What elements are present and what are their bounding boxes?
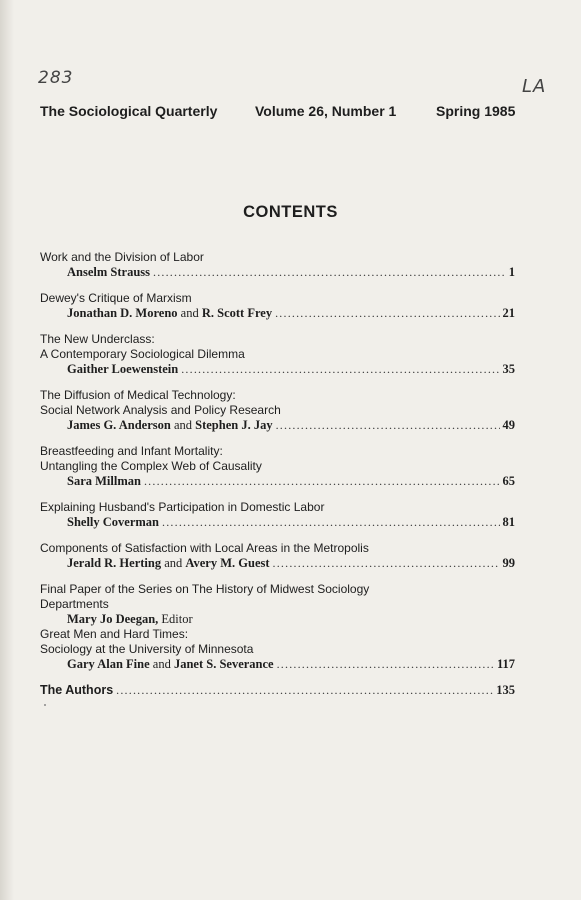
toc-entry[interactable] (40, 444, 515, 489)
toc-author-line (40, 657, 515, 672)
toc-author-line (40, 362, 515, 377)
toc-authors (67, 474, 141, 489)
page-spine-shadow (0, 0, 14, 900)
dot-leader (162, 515, 499, 530)
dot-leader (275, 306, 499, 321)
toc-series-title: Final Paper of the Series on The History of Midwest Sociology (40, 582, 370, 596)
toc-page-number: 1 (508, 265, 515, 279)
toc-article-title: Dewey's Critique of Marxism (40, 291, 192, 305)
author-name: Gaither Loewenstein (67, 362, 179, 376)
toc-article-title: The New Underclass: (40, 332, 155, 346)
toc-entry[interactable] (40, 500, 515, 530)
dot-leader (116, 683, 493, 698)
author-name: Jonathan D. Moreno (67, 306, 178, 320)
dot-leader (276, 418, 500, 433)
toc-authors (67, 657, 274, 672)
toc-authors (67, 515, 159, 530)
handwritten-number: 283 (38, 68, 74, 88)
toc-article-title: Breastfeeding and Infant Mortality: (40, 444, 223, 458)
author-separator: and (177, 306, 202, 320)
toc-entry[interactable] (40, 250, 515, 280)
toc-authors (67, 265, 150, 280)
toc-author-line (40, 306, 515, 321)
author-name: Stephen J. Jay (195, 418, 273, 432)
author-name: Gary Alan Fine (67, 657, 150, 671)
journal-title: The Sociological Quarterly (40, 103, 218, 119)
paper-speck (44, 704, 46, 706)
toc-entry[interactable] (40, 291, 515, 321)
toc-author-line (40, 515, 515, 530)
handwritten-mark: LA (522, 76, 547, 97)
the-authors-label: The Authors (40, 683, 114, 697)
toc-authors (67, 418, 273, 433)
toc-article-title: Work and the Division of Labor (40, 250, 204, 264)
author-name: R. Scott Frey (201, 306, 273, 320)
toc-page-number: 65 (502, 474, 515, 488)
editor-role: Editor (158, 612, 193, 626)
toc-entry[interactable] (40, 541, 515, 571)
toc-page-number: 81 (502, 515, 515, 529)
editor-name: Mary Jo Deegan, (67, 612, 159, 626)
toc-the-authors[interactable] (40, 683, 515, 698)
dot-leader (273, 556, 500, 571)
volume-number: Volume 26, Number 1 (255, 103, 397, 119)
toc-author-line (40, 418, 515, 433)
author-name: James G. Anderson (67, 418, 171, 432)
toc-article-title: Great Men and Hard Times: (40, 627, 189, 641)
author-name: Janet S. Severance (173, 657, 274, 671)
toc-author-line (40, 265, 515, 280)
author-separator: and (161, 556, 186, 570)
toc-page-number: 135 (496, 683, 515, 697)
toc-entry[interactable] (40, 332, 515, 377)
toc-series-title: Departments (40, 597, 109, 611)
author-separator: and (149, 657, 174, 671)
author-name: Shelly Coverman (67, 515, 160, 529)
dot-leader (277, 657, 494, 672)
toc-page-number: 21 (502, 306, 515, 320)
toc-author-line (40, 474, 515, 489)
toc-article-title: Components of Satisfaction with Local Areas in the Metropolis (40, 541, 369, 555)
toc-authors (67, 306, 272, 321)
toc-page-number: 49 (502, 418, 515, 432)
author-name: Sara Millman (67, 474, 141, 488)
dot-leader (144, 474, 500, 489)
toc-article-title: The Diffusion of Medical Technology: (40, 388, 236, 402)
dot-leader (181, 362, 499, 377)
toc-article-title: A Contemporary Sociological Dilemma (40, 347, 245, 361)
contents-heading: CONTENTS (243, 203, 338, 221)
toc-article-title: Explaining Husband's Participation in Domestic Labor (40, 500, 325, 514)
author-name: Avery M. Guest (185, 556, 270, 570)
table-of-contents (40, 250, 515, 698)
issue-season: Spring 1985 (436, 103, 516, 119)
toc-authors (67, 362, 178, 377)
toc-page-number: 99 (502, 556, 515, 570)
toc-article-title: Social Network Analysis and Policy Research (40, 403, 281, 417)
dot-leader (153, 265, 506, 280)
toc-entry-series[interactable] (40, 582, 515, 672)
toc-entry[interactable] (40, 388, 515, 433)
toc-article-title: Untangling the Complex Web of Causality (40, 459, 262, 473)
toc-page-number: 35 (502, 362, 515, 376)
toc-authors (67, 556, 270, 571)
author-name: Anselm Strauss (67, 265, 150, 279)
author-name: Jerald R. Herting (67, 556, 162, 570)
series-editor-line (40, 612, 515, 627)
toc-article-title: Sociology at the University of Minnesota (40, 642, 254, 656)
author-separator: and (170, 418, 196, 432)
toc-author-line (40, 556, 515, 571)
toc-page-number: 117 (496, 657, 515, 671)
